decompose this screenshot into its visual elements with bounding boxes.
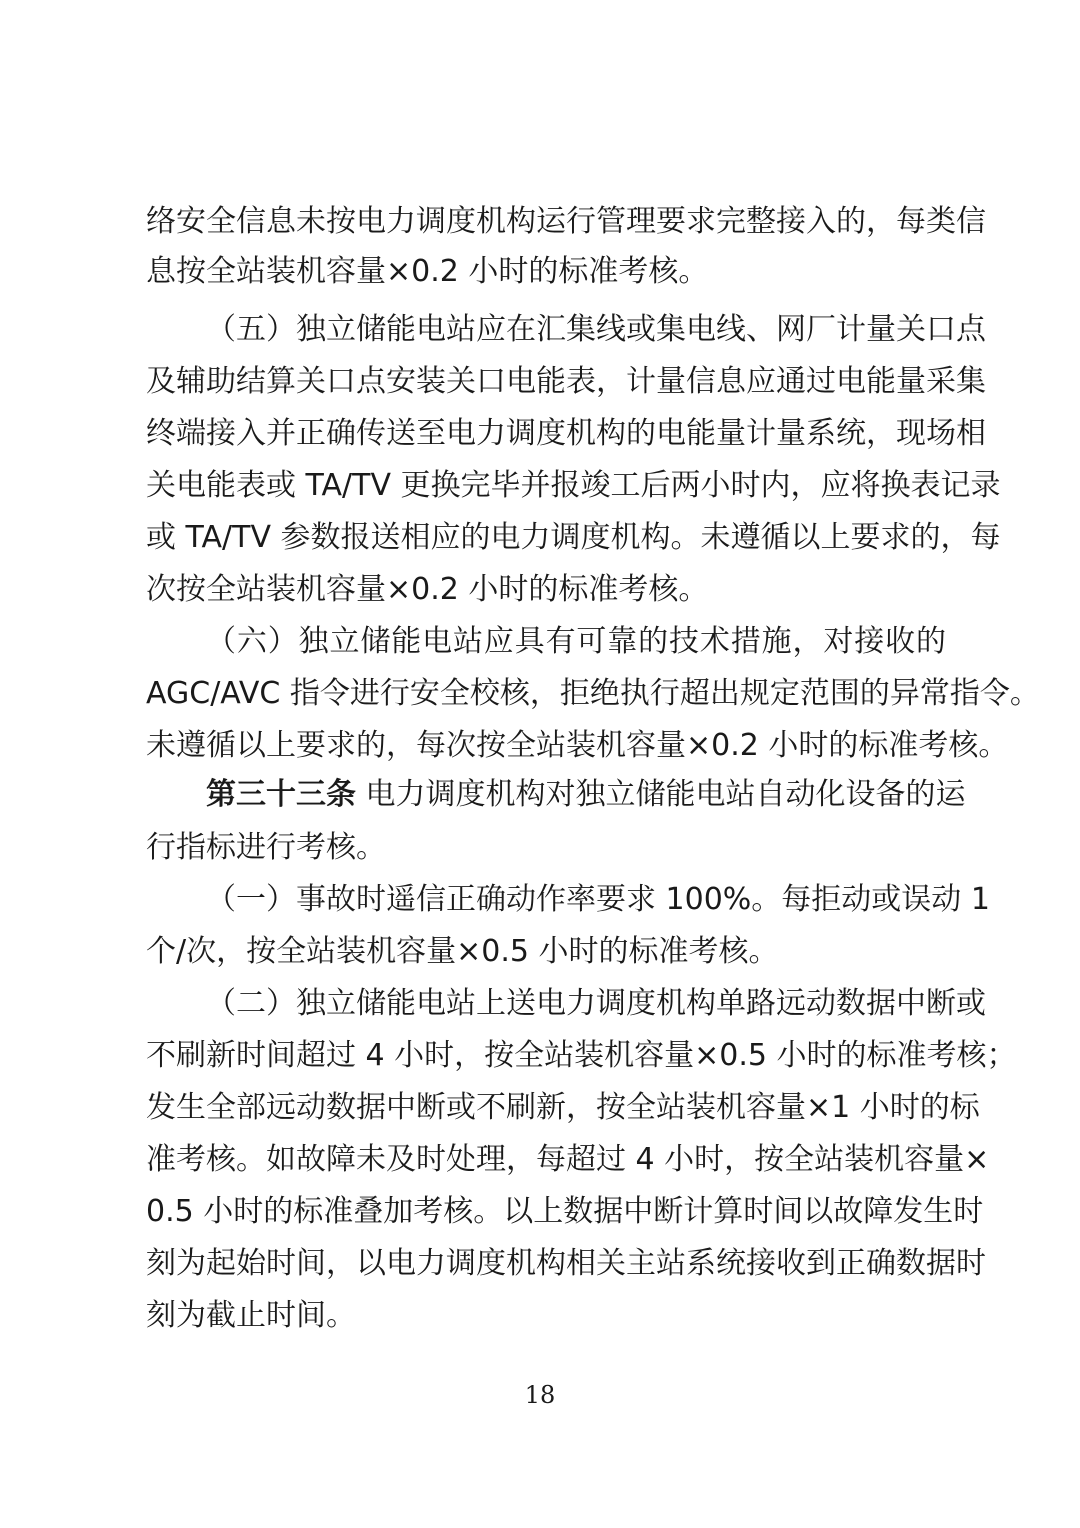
text-line: 发生全部远动数据中断或不刷新，按全站装机容量×1 小时的标 xyxy=(146,1090,980,1125)
paragraph-6-start: （六）独立储能电站应具有可靠的技术措施，对接收的 xyxy=(206,624,946,659)
text-line: 不刷新时间超过 4 小时，按全站装机容量×0.5 小时的标准考核； xyxy=(146,1038,1017,1073)
text-line: 准考核。如故障未及时处理，每超过 4 小时，按全站装机容量× xyxy=(146,1142,990,1177)
text-line: AGC/AVC 指令进行安全校核，拒绝执行超出规定范围的异常指令。 xyxy=(146,676,1040,711)
text-line: 个/次，按全站装机容量×0.5 小时的标准考核。 xyxy=(146,934,779,969)
text-line: 终端接入并正确传送至电力调度机构的电能量计量系统，现场相 xyxy=(146,416,986,451)
text-line: 次按全站装机容量×0.2 小时的标准考核。 xyxy=(146,572,709,607)
article-33-line xyxy=(206,775,966,815)
text-line: 息按全站装机容量×0.2 小时的标准考核。 xyxy=(146,254,709,289)
paragraph-5-start: （五）独立储能电站应在汇集线或集电线、网厂计量关口点 xyxy=(206,312,986,347)
item-1-start: （一）事故时遥信正确动作率要求 100%。每拒动或误动 1 xyxy=(206,882,990,917)
text-line: 刻为截止时间。 xyxy=(146,1298,356,1333)
text-line: 行指标进行考核。 xyxy=(146,830,386,865)
item-2-start: （二）独立储能电站上送电力调度机构单路远动数据中断或 xyxy=(206,986,986,1021)
text-line: 及辅助结算关口点安装关口电能表，计量信息应通过电能量采集 xyxy=(146,364,986,399)
article-title: 第三十三条 xyxy=(206,777,356,812)
text-line: 未遵循以上要求的，每次按全站装机容量×0.2 小时的标准考核。 xyxy=(146,728,1009,763)
text-line: 0.5 小时的标准叠加考核。以上数据中断计算时间以故障发生时 xyxy=(146,1194,984,1229)
text-line: 或 TA/TV 参数报送相应的电力调度机构。未遵循以上要求的，每 xyxy=(146,520,1001,555)
text-line: 刻为起始时间，以电力调度机构相关主站系统接收到正确数据时 xyxy=(146,1246,986,1281)
text-line: 络安全信息未按电力调度机构运行管理要求完整接入的，每类信 xyxy=(146,204,986,239)
page-number: 18 xyxy=(524,1381,556,1409)
article-33-text: 电力调度机构对独立储能电站自动化设备的运 xyxy=(365,777,966,812)
text-line: 关电能表或 TA/TV 更换完毕并报竣工后两小时内，应将换表记录 xyxy=(146,468,1001,503)
